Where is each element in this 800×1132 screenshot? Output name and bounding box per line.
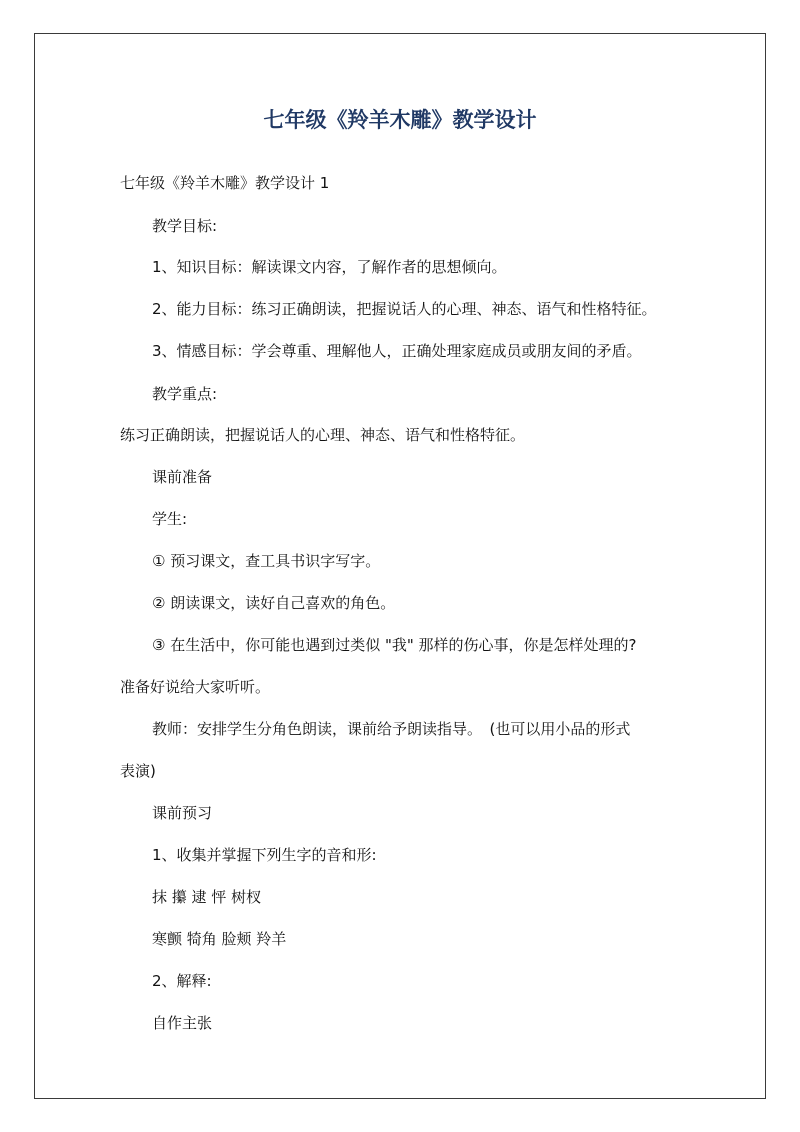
paragraph: 2、解释: — [152, 972, 212, 990]
paragraph: 1、知识目标：解读课文内容，了解作者的思想倾向。 — [152, 258, 507, 276]
paragraph: 课前准备 — [152, 468, 213, 486]
document-title: 七年级《羚羊木雕》教学设计 — [263, 108, 537, 132]
paragraph: 表演) — [120, 762, 156, 780]
paragraph: ③ 在生活中，你可能也遇到过类似 "我" 那样的伤心事，你是怎样处理的? — [152, 636, 637, 654]
paragraph: 教学重点: — [152, 385, 218, 403]
paragraph: ① 预习课文，查工具书识字写字。 — [152, 552, 381, 570]
paragraph: 2、能力目标：练习正确朗读，把握说话人的心理、神态、语气和性格特征。 — [152, 300, 657, 318]
paragraph: 准备好说给大家听听。 — [120, 678, 271, 696]
document-subtitle: 七年级《羚羊木雕》教学设计 1 — [120, 174, 330, 192]
paragraph: ② 朗读课文，读好自己喜欢的角色。 — [152, 594, 396, 612]
paragraph: 1、收集并掌握下列生字的音和形: — [152, 846, 377, 864]
paragraph: 课前预习 — [152, 804, 213, 822]
paragraph: 寒颤 犄角 脸颊 羚羊 — [152, 930, 287, 948]
paragraph: 教师：安排学生分角色朗读，课前给予朗读指导。 (也可以用小品的形式 — [152, 720, 631, 738]
paragraph: 练习正确朗读，把握说话人的心理、神态、语气和性格特征。 — [120, 426, 526, 444]
paragraph: 抹 攥 逮 怦 树杈 — [152, 888, 262, 906]
paragraph: 学生: — [152, 510, 188, 528]
paragraph: 教学目标: — [152, 217, 218, 235]
paragraph: 3、情感目标：学会尊重、理解他人，正确处理家庭成员或朋友间的矛盾。 — [152, 342, 642, 360]
paragraph: 自作主张 — [152, 1014, 213, 1032]
